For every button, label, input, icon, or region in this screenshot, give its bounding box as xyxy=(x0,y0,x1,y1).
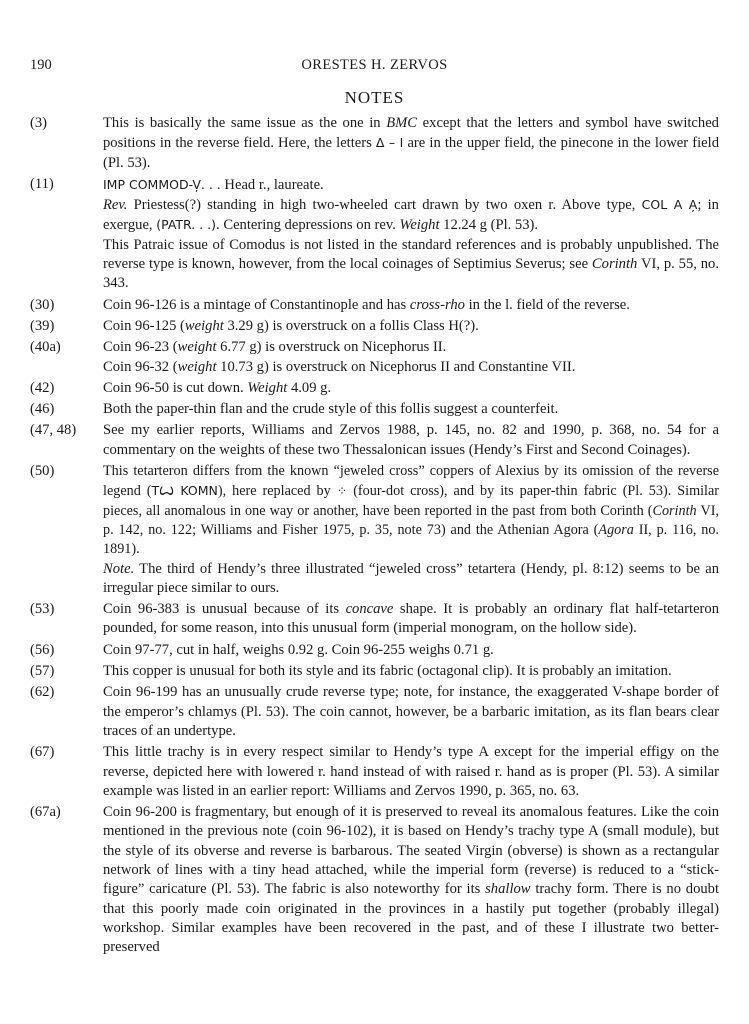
note-53 xyxy=(30,600,719,639)
note-number: (67a) xyxy=(30,804,61,821)
note-text: Coin 96-199 has an unusually crude reverse type; note, for instance, the exaggerated V-shape border of the emperor’s chlamys (Pl. 53). The coin cannot, however, be a barbaric imitation, as its flan bears clear traces of an undertype. xyxy=(103,684,719,739)
section-title: NOTES xyxy=(344,88,405,107)
note-56 xyxy=(30,641,719,660)
note-number: (67) xyxy=(30,744,55,761)
note-47-48 xyxy=(30,421,719,460)
note-50 xyxy=(30,462,719,598)
page-number: 190 xyxy=(30,57,52,73)
note-number: (42) xyxy=(30,379,55,396)
note-number: (11) xyxy=(30,175,54,192)
note-text: This tetarteron differs from the known “jeweled cross” coppers of Alexius by its omission of the reverse legend (TꙌ KOMN), here replaced by ⁘ (four-dot cross), and by its paper-thin fabric (Pl. 53). Similar pieces, all anomalous in one way or another, have been reported in the past from both Corinth (Corinth VI, p. 142, no. 122; Williams and Fisher 1975, p. 35, note 73) and the Athenian Agora (Agora II, p. 116, no. 1891). xyxy=(103,463,720,558)
note-text: See my earlier reports, Williams and Zervos 1988, p. 145, no. 82 and 1990, p. 368, no. 54 for a commentary on the weights of these two Thessalonican issues (Hendy’s First and Second Coinages). xyxy=(103,422,719,458)
note-text: This is basically the same issue as the one in BMC except that the letters and symbol have switched positions in the reverse field. Here, the letters Δ – I are in the upper field, the pinecone in the lower field (Pl. 53). xyxy=(103,115,720,171)
note-text: This copper is unusual for both its style and its fabric (octagonal clip). It is probably an imitation. xyxy=(103,663,672,680)
note-text: Rev. Priestess(?) standing in high two-wheeled cart drawn by two oxen r. Above type, COL A A̦; in exergue, (PATR. . .). Centering depressions on rev. Weight 12.24 g (Pl. 53). xyxy=(103,197,719,234)
notes-list xyxy=(30,114,719,959)
note-text: Coin 96-126 is a mintage of Constantinople and has cross-rho in the l. field of the reverse. xyxy=(103,296,630,313)
note-46 xyxy=(30,400,719,419)
note-30 xyxy=(30,296,719,315)
note-62 xyxy=(30,683,719,741)
note-text: Coin 97-77, cut in half, weighs 0.92 g. Coin 96-255 weighs 0.71 g. xyxy=(103,641,494,658)
note-number: (56) xyxy=(30,641,55,658)
note-42 xyxy=(30,379,719,398)
note-number: (46) xyxy=(30,401,55,418)
note-39 xyxy=(30,317,719,336)
note-number: (39) xyxy=(30,317,55,334)
note-number: (62) xyxy=(30,684,55,701)
note-text: This Patraic issue of Comodus is not listed in the standard references and is probably unpublished. The reverse type is known, however, from the local coinages of Septimius Severus; see Corinth VI, p. 55, no. 343. xyxy=(103,236,720,292)
note-text: Coin 96-32 (weight 10.73 g) is overstruck on Nicephorus II and Constantine VII. xyxy=(103,358,576,375)
running-title: ORESTES H. ZERVOS xyxy=(301,57,448,73)
note-number: (57) xyxy=(30,663,55,680)
note-text: IMP COMMOD-V̦. . . Head r., laureate. xyxy=(103,176,324,193)
note-number: (30) xyxy=(30,296,55,313)
note-text: Coin 96-23 (weight 6.77 g) is overstruck on Nicephorus II. xyxy=(103,339,447,356)
note-text: Both the paper-thin flan and the crude style of this follis suggest a counterfeit. xyxy=(103,401,559,418)
note-text: Coin 96-125 (weight 3.29 g) is overstruck on a follis Class H(?). xyxy=(103,317,479,334)
note-text: Coin 96-383 is unusual because of its concave shape. It is probably an ordinary flat half-tetarteron pounded, for some reason, into this unusual form (imperial monogram, on the hollow side). xyxy=(103,601,719,637)
note-text: Coin 96-50 is cut down. Weight 4.09 g. xyxy=(103,379,332,396)
note-number: (53) xyxy=(30,601,55,618)
note-57 xyxy=(30,662,719,681)
note-3 xyxy=(30,114,719,173)
note-number: (50) xyxy=(30,463,55,480)
running-head xyxy=(30,57,719,77)
note-40a xyxy=(30,338,719,377)
note-number: (47, 48) xyxy=(30,422,77,439)
note-text: Note. The third of Hendy’s three illustrated “jeweled cross” tetartera (Hendy, pl. 8:12) seems to be an irregular piece similar to ours. xyxy=(103,560,719,596)
note-67a xyxy=(30,803,719,957)
note-text: Coin 96-200 is fragmentary, but enough of it is preserved to reveal its anomalous features. Like the coin mentioned in the previous note (coin 96-102), it is based on Hendy’s trachy type A (small module), but the style of its obverse and reverse is barbarous. The seated Virgin (obverse) is shown as a rectangular network of lines with a tiny head attached, while the imperial form (reverse) is reduced to a “stick-figure” caricature (Pl. 53). The fabric is also noteworthy for its shallow trachy form. There is no doubt that this poorly made coin originated in the provinces in a hastily put together (probably illegal) workshop. Similar examples have been recovered in the past, and of these I illustrate two better-preserved xyxy=(103,804,720,956)
note-11 xyxy=(30,175,719,294)
note-number: (3) xyxy=(30,115,48,131)
note-67 xyxy=(30,743,719,801)
note-number: (40a) xyxy=(30,339,61,356)
note-text: This little trachy is in every respect similar to Hendy’s type A except for the imperial effigy on the reverse, depicted here with lowered r. hand instead of with raised r. hand as is proper (Pl. 53). A similar example was listed in an earlier report: Williams and Zervos 1990, p. 365, no. 63. xyxy=(103,744,719,799)
